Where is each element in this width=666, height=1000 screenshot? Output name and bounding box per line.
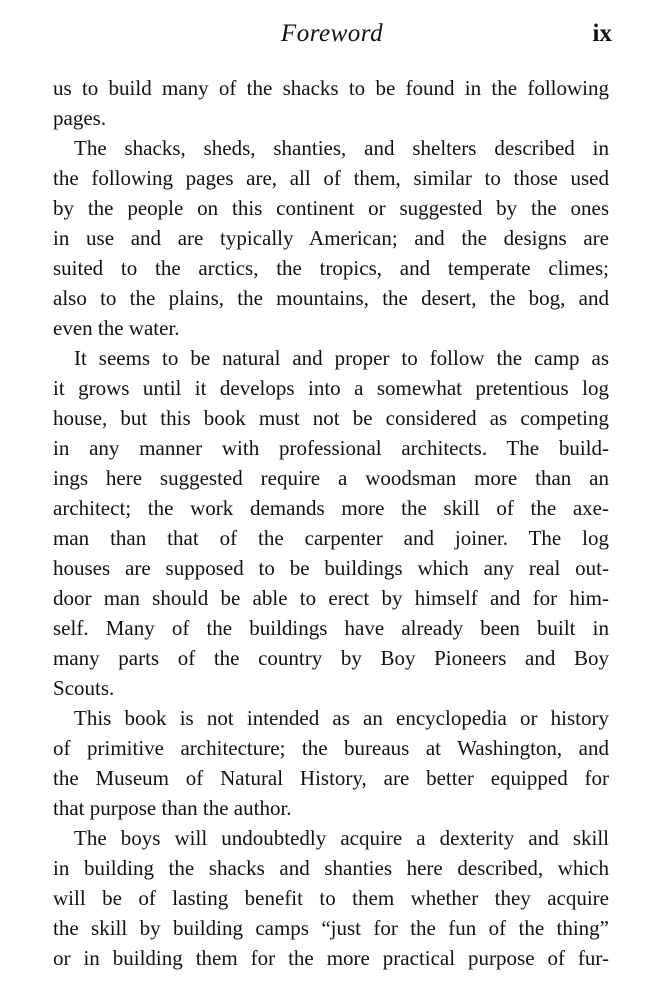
text-line: self. Many of the buildings have already been built in [53, 616, 609, 640]
text-line: in any manner with professional architects. The build- [53, 436, 609, 460]
text-line: houses are supposed to be buildings which any real out- [53, 556, 609, 580]
page-header [52, 20, 612, 56]
text-line: by the people on this continent or suggested by the ones [53, 196, 609, 220]
text-line: also to the plains, the mountains, the desert, the bog, and [53, 286, 609, 310]
text-line: the Museum of Natural History, are better equipped for [53, 766, 609, 790]
text-line: of primitive architecture; the bureaus at Washington, and [53, 736, 609, 760]
body-text [53, 73, 609, 973]
text-line: man than that of the carpenter and joiner. The log [53, 526, 609, 550]
text-line: house, but this book must not be considered as competing [53, 406, 609, 430]
text-line: the following pages are, all of them, similar to those used [53, 166, 609, 190]
text-line: in use and are typically American; and the designs are [53, 226, 609, 250]
text-line: many parts of the country by Boy Pioneers and Boy [53, 646, 609, 670]
text-line: the skill by building camps “just for the fun of the thing” [53, 916, 609, 940]
page-number: ix [592, 20, 612, 47]
text-line: architect; the work demands more the skill of the axe- [53, 496, 609, 520]
text-line: suited to the arctics, the tropics, and temperate climes; [53, 256, 609, 280]
text-line: will be of lasting benefit to them whether they acquire [53, 886, 609, 910]
text-line: pages. [53, 106, 107, 130]
running-title: Foreword [280, 20, 384, 47]
text-line: or in building them for the more practical purpose of fur- [53, 946, 609, 970]
text-line: ings here suggested require a woodsman more than an [53, 466, 609, 490]
text-line: in building the shacks and shanties here described, which [53, 856, 609, 880]
text-line: it grows until it develops into a somewhat pretentious log [53, 376, 609, 400]
text-line: It seems to be natural and proper to follow the camp as [74, 346, 609, 370]
text-line: This book is not intended as an encyclopedia or history [74, 706, 609, 730]
text-line: that purpose than the author. [53, 796, 292, 820]
text-line: even the water. [53, 316, 180, 340]
text-line: The boys will undoubtedly acquire a dexterity and skill [74, 826, 609, 850]
text-line: Scouts. [53, 676, 115, 700]
text-line: us to build many of the shacks to be found in the following [53, 76, 609, 100]
text-line: door man should be able to erect by himself and for him- [53, 586, 609, 610]
text-line: The shacks, sheds, shanties, and shelters described in [74, 136, 609, 160]
